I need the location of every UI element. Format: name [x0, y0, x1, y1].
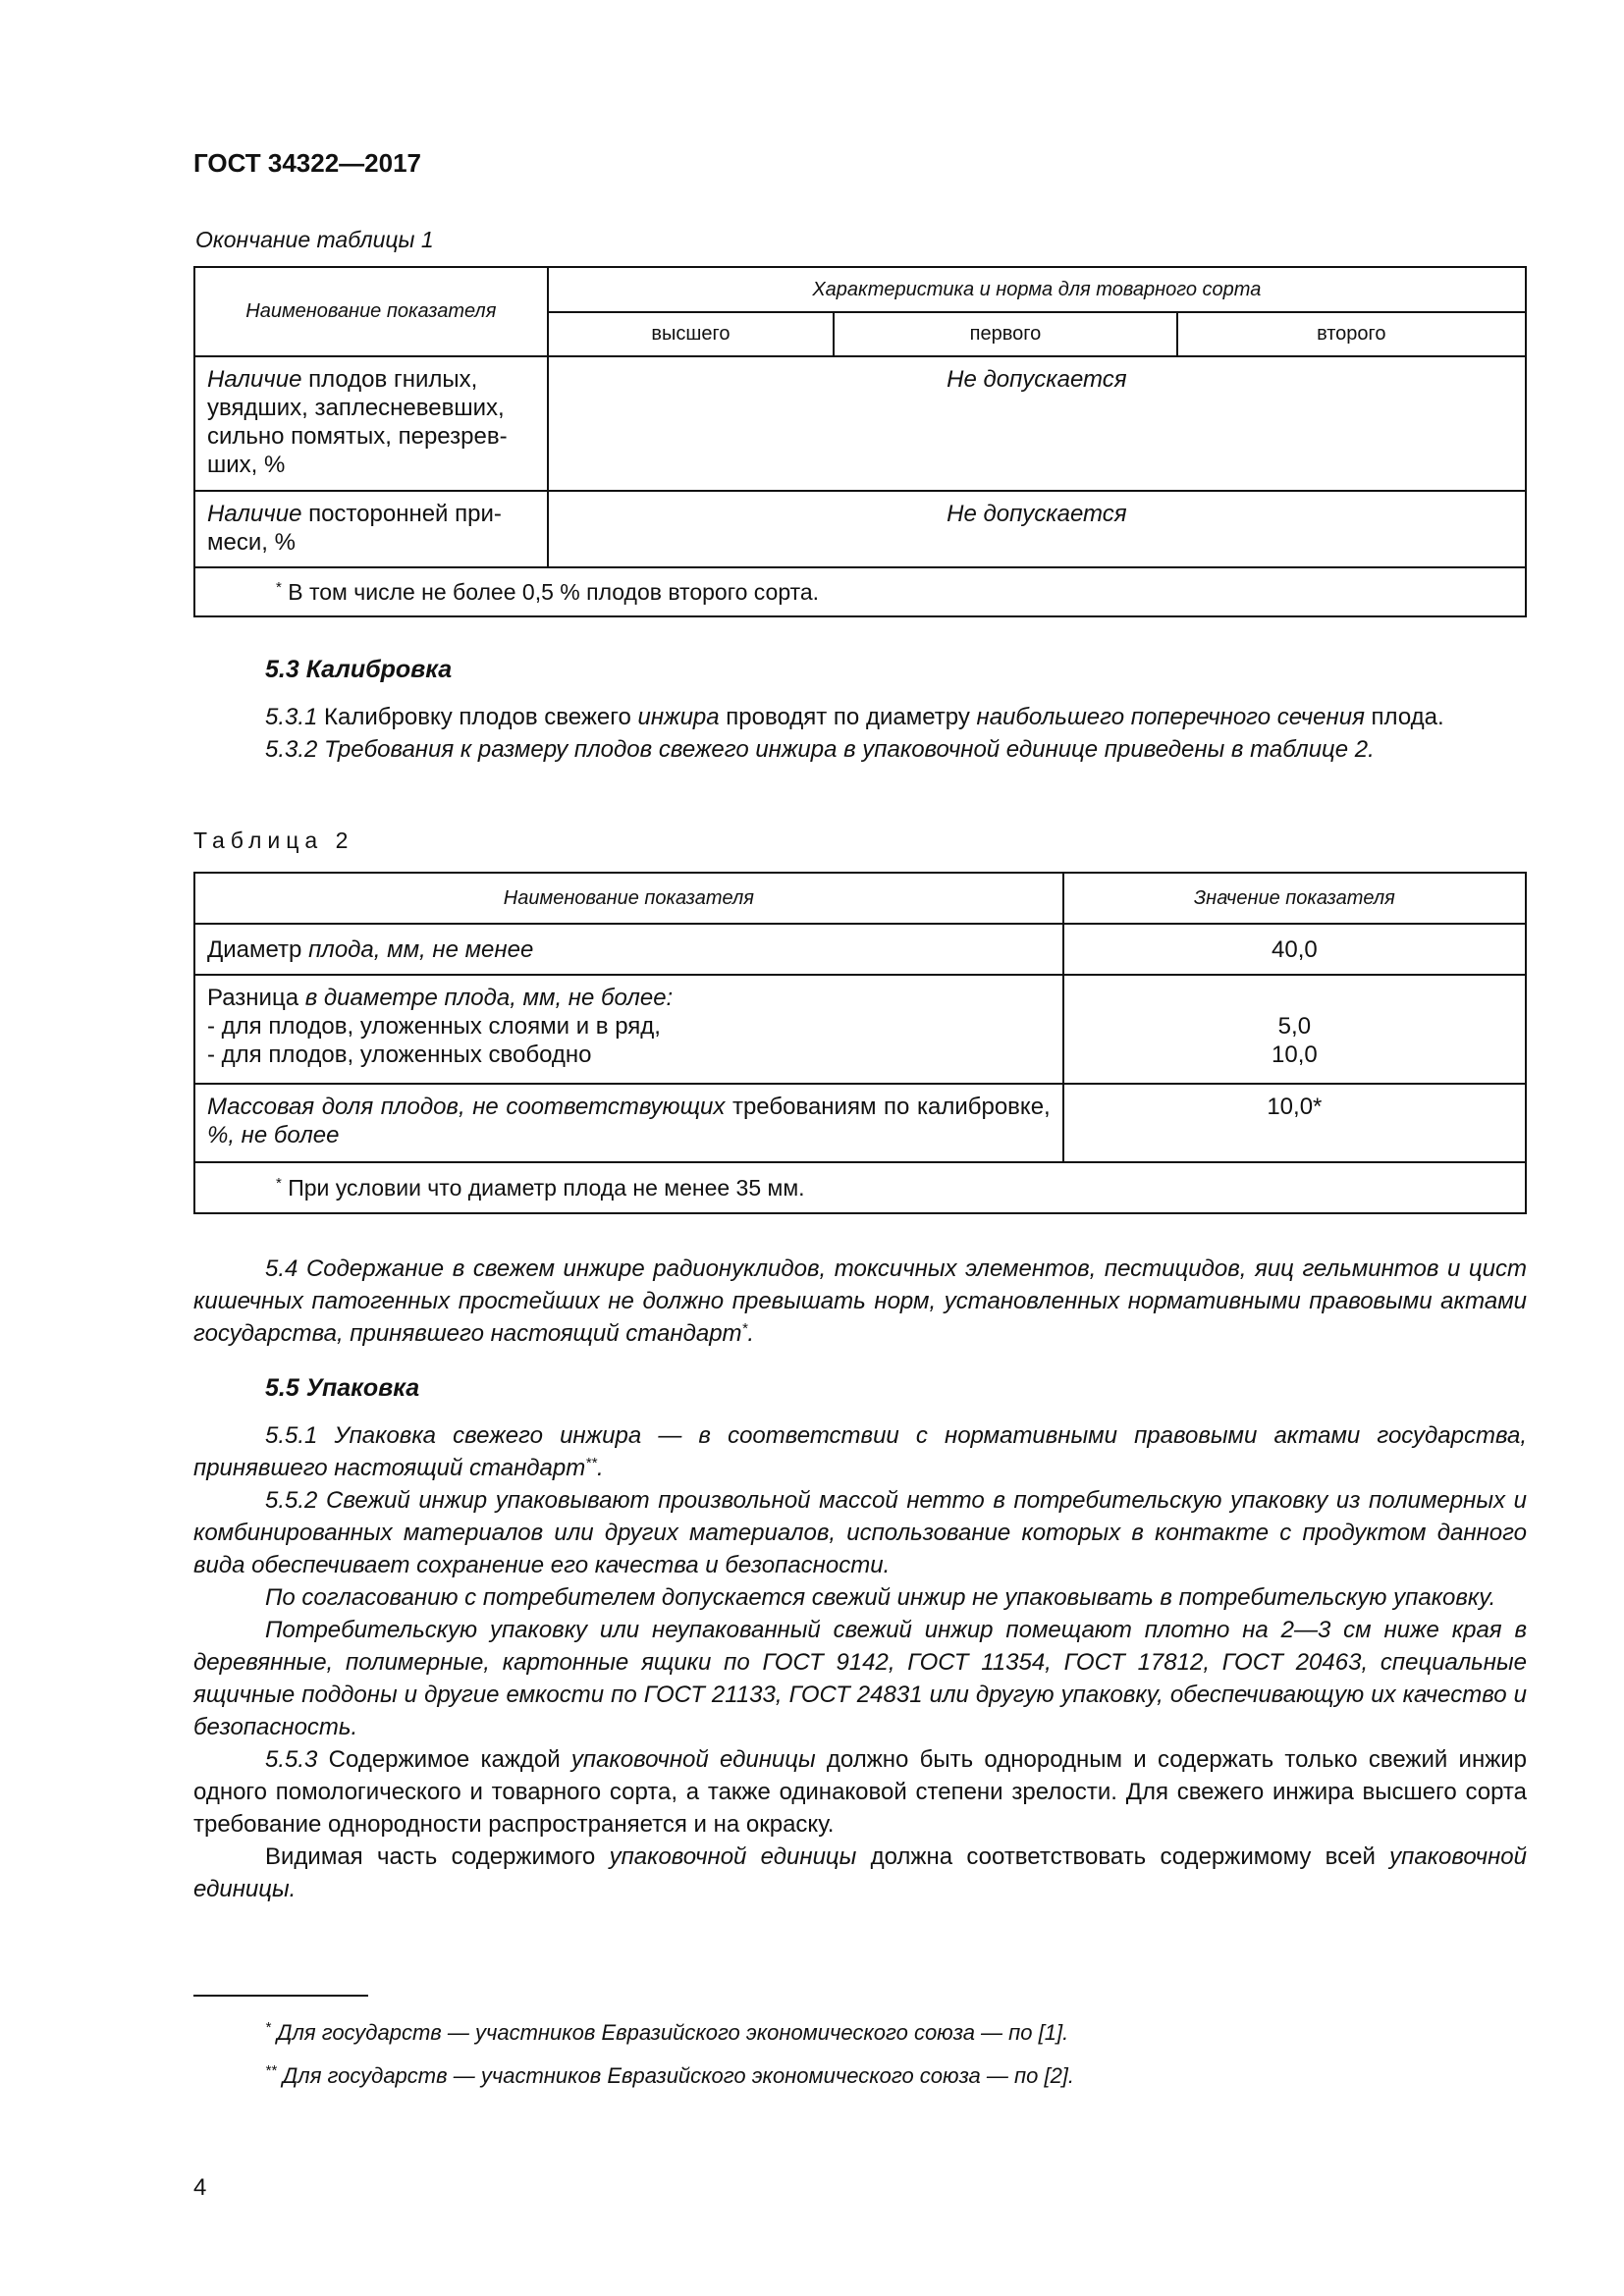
table2-row-name — [194, 975, 1063, 1084]
page-number: 4 — [193, 2174, 207, 2201]
footnote-ref: ** — [585, 1455, 597, 1471]
footnote-mark: * — [265, 2019, 271, 2036]
para-text-italic: упаковочной единицы — [609, 1843, 857, 1870]
para-text: плода. — [1364, 704, 1444, 730]
row-name-italic: Массовая доля плодов, не соответствующих — [207, 1094, 726, 1120]
paragraph-5-5-3b — [193, 1841, 1527, 1905]
para-text: . — [596, 1455, 604, 1481]
footnote-text: При условии что диаметр плода не менее 35 мм. — [281, 1174, 805, 1201]
paragraph-5-5-1 — [193, 1419, 1527, 1484]
section-5-5-text — [193, 1419, 1527, 1905]
para-text: проводят по диаметру — [719, 704, 977, 730]
footnote-separator — [193, 1995, 368, 1997]
row-name-italic: %, не более — [207, 1122, 340, 1148]
table1-grade-higher: высшего — [548, 312, 835, 356]
footnote-text: Для государств — участников Евразийского экономического союза — по [2]. — [276, 2063, 1075, 2088]
table1-row-name — [194, 491, 548, 567]
table1-grade-first: первого — [834, 312, 1176, 356]
document-header: ГОСТ 34322—2017 — [193, 148, 421, 178]
section-5-4-text — [193, 1253, 1527, 1350]
table1-row-value: Не допускается — [548, 491, 1526, 567]
table1-row-name — [194, 356, 548, 491]
para-text: Содержимое каждой — [317, 1746, 571, 1773]
section-heading-5-3: 5.3 Калибровка — [265, 656, 453, 683]
row-line: - для плодов, уложенных свободно — [207, 1041, 592, 1068]
paragraph-5-5-2: 5.5.2 Свежий инжир упаковывают произвольной массой нетто в потребительскую упаковку из полимерных и комбинированных материалов или других материалов, использование которых в контакте с продуктом данного вида обеспечивает сохранение его качества и безопасности. — [193, 1487, 1527, 1578]
row-name-text: требованиям по калибровке, — [725, 1094, 1051, 1120]
value-line: 5,0 — [1277, 1013, 1312, 1040]
para-number: 5.5.3 — [265, 1746, 318, 1773]
row-name-italic: в диаметре плода, мм, не более: — [304, 985, 674, 1011]
table1-row-value: Не допускается — [548, 356, 1526, 491]
table1-caption: Окончание таблицы 1 — [195, 227, 434, 252]
footnote-text: В том числе не более 0,5 % плодов второго сорта. — [281, 578, 820, 605]
row-name-italic: плода, мм, не менее — [308, 935, 534, 963]
table2-col-value: Значение показателя — [1063, 873, 1526, 924]
page-footnote-1 — [265, 2016, 1068, 2049]
table2-col-name: Наименование показателя — [194, 873, 1063, 924]
table2-row-value — [1063, 975, 1526, 1084]
para-text: 5.5.1 Упаковка свежего инжира — в соответствии с нормативными правовыми актами государства, принявшего настоящий стандарт — [193, 1422, 1527, 1481]
page-footnote-2 — [265, 2059, 1074, 2092]
para-text-italic: упаковочной единицы — [570, 1746, 816, 1773]
table2-row-value: 10,0* — [1063, 1084, 1526, 1162]
footnote-ref: * — [741, 1320, 748, 1337]
para-text: . — [747, 1320, 755, 1347]
table2 — [193, 872, 1527, 1214]
para-text: Видимая часть содержимого — [265, 1843, 610, 1870]
row-name-text: Разница — [207, 985, 305, 1011]
row-name-text: плодов гнилых, увядших, заплесневевших, сильно помятых, перезревших, % — [207, 366, 508, 478]
paragraph-5-3-1 — [193, 701, 1527, 733]
table2-caption: Таблица 2 — [193, 828, 354, 853]
para-text-italic: упаковочной единицы. — [193, 1843, 1527, 1902]
table2-row-name — [194, 1084, 1063, 1162]
row-name-text: Диаметр — [207, 935, 309, 963]
para-text: Калибровку плодов свежего — [317, 704, 638, 730]
para-text: 5.4 Содержание в свежем инжире радионуклидов, токсичных элементов, пестицидов, яиц гельминтов и цист кишечных патогенных простейших не должно превышать норм, установленных нормативными правовыми актами государства, принявшего настоящий стандарт — [193, 1255, 1527, 1347]
para-text-italic: инжира — [637, 704, 720, 730]
para-text: должно быть однородным и содержать только свежий инжир одного помологического и товарного сорта, а также одинаковой степени зрелости. Для свежего инжира высшего сорта требование однородности распространяется и на окраску. — [193, 1746, 1528, 1838]
paragraph-5-3-2: 5.3.2 Требования к размеру плодов свежего инжира в упаковочной единице приведены в таблице 2. — [265, 736, 1375, 763]
row-name-italic: Наличие — [207, 366, 302, 393]
value-line: 10,0 — [1272, 1041, 1318, 1068]
row-line — [207, 984, 1051, 1012]
table1 — [193, 266, 1527, 617]
table1-footnote — [194, 567, 1526, 616]
table1-grade-second: второго — [1177, 312, 1526, 356]
table1-col-group: Характеристика и норма для товарного сорта — [548, 267, 1526, 312]
table2-row-name — [194, 924, 1063, 975]
paragraph-5-5-2b: По согласованию с потребителем допускается свежий инжир не упаковывать в потребительскую упаковку. — [265, 1584, 1496, 1611]
footnote-mark: * — [276, 1174, 282, 1192]
paragraph-5-5-2c: Потребительскую упаковку или неупакованный свежий инжир помещают плотно на 2—3 см ниже края в деревянные, полимерные, картонные ящики по ГОСТ 9142, ГОСТ 11354, ГОСТ 17812, ГОСТ 20463, специальные ящичные поддоны и другие емкости по ГОСТ 21133, ГОСТ 24831 или другую упаковку, обеспечивающую их качество и безопасность. — [193, 1617, 1527, 1740]
row-name-italic: Наличие — [207, 501, 302, 527]
paragraph-5-5-3 — [193, 1743, 1527, 1841]
para-text-italic: наибольшего поперечного сечения — [976, 704, 1365, 730]
footnote-text: Для государств — участников Евразийского экономического союза — по [1]. — [270, 2020, 1069, 2045]
section-5-3-text — [193, 701, 1527, 766]
footnote-mark: * — [276, 578, 282, 596]
footnote-mark: ** — [265, 2062, 277, 2079]
table1-col-name: Наименование показателя — [194, 267, 548, 356]
row-name-text: посторонней примеси, % — [207, 501, 502, 556]
row-line: - для плодов, уложенных слоями и в ряд, — [207, 1013, 661, 1040]
section-heading-5-5: 5.5 Упаковка — [265, 1374, 420, 1402]
para-number: 5.3.1 — [265, 704, 318, 730]
table2-footnote — [194, 1162, 1526, 1213]
table2-row-value: 40,0 — [1063, 924, 1526, 975]
paragraph-5-4 — [193, 1253, 1527, 1350]
para-text: должна соответствовать содержимому всей — [856, 1843, 1390, 1870]
